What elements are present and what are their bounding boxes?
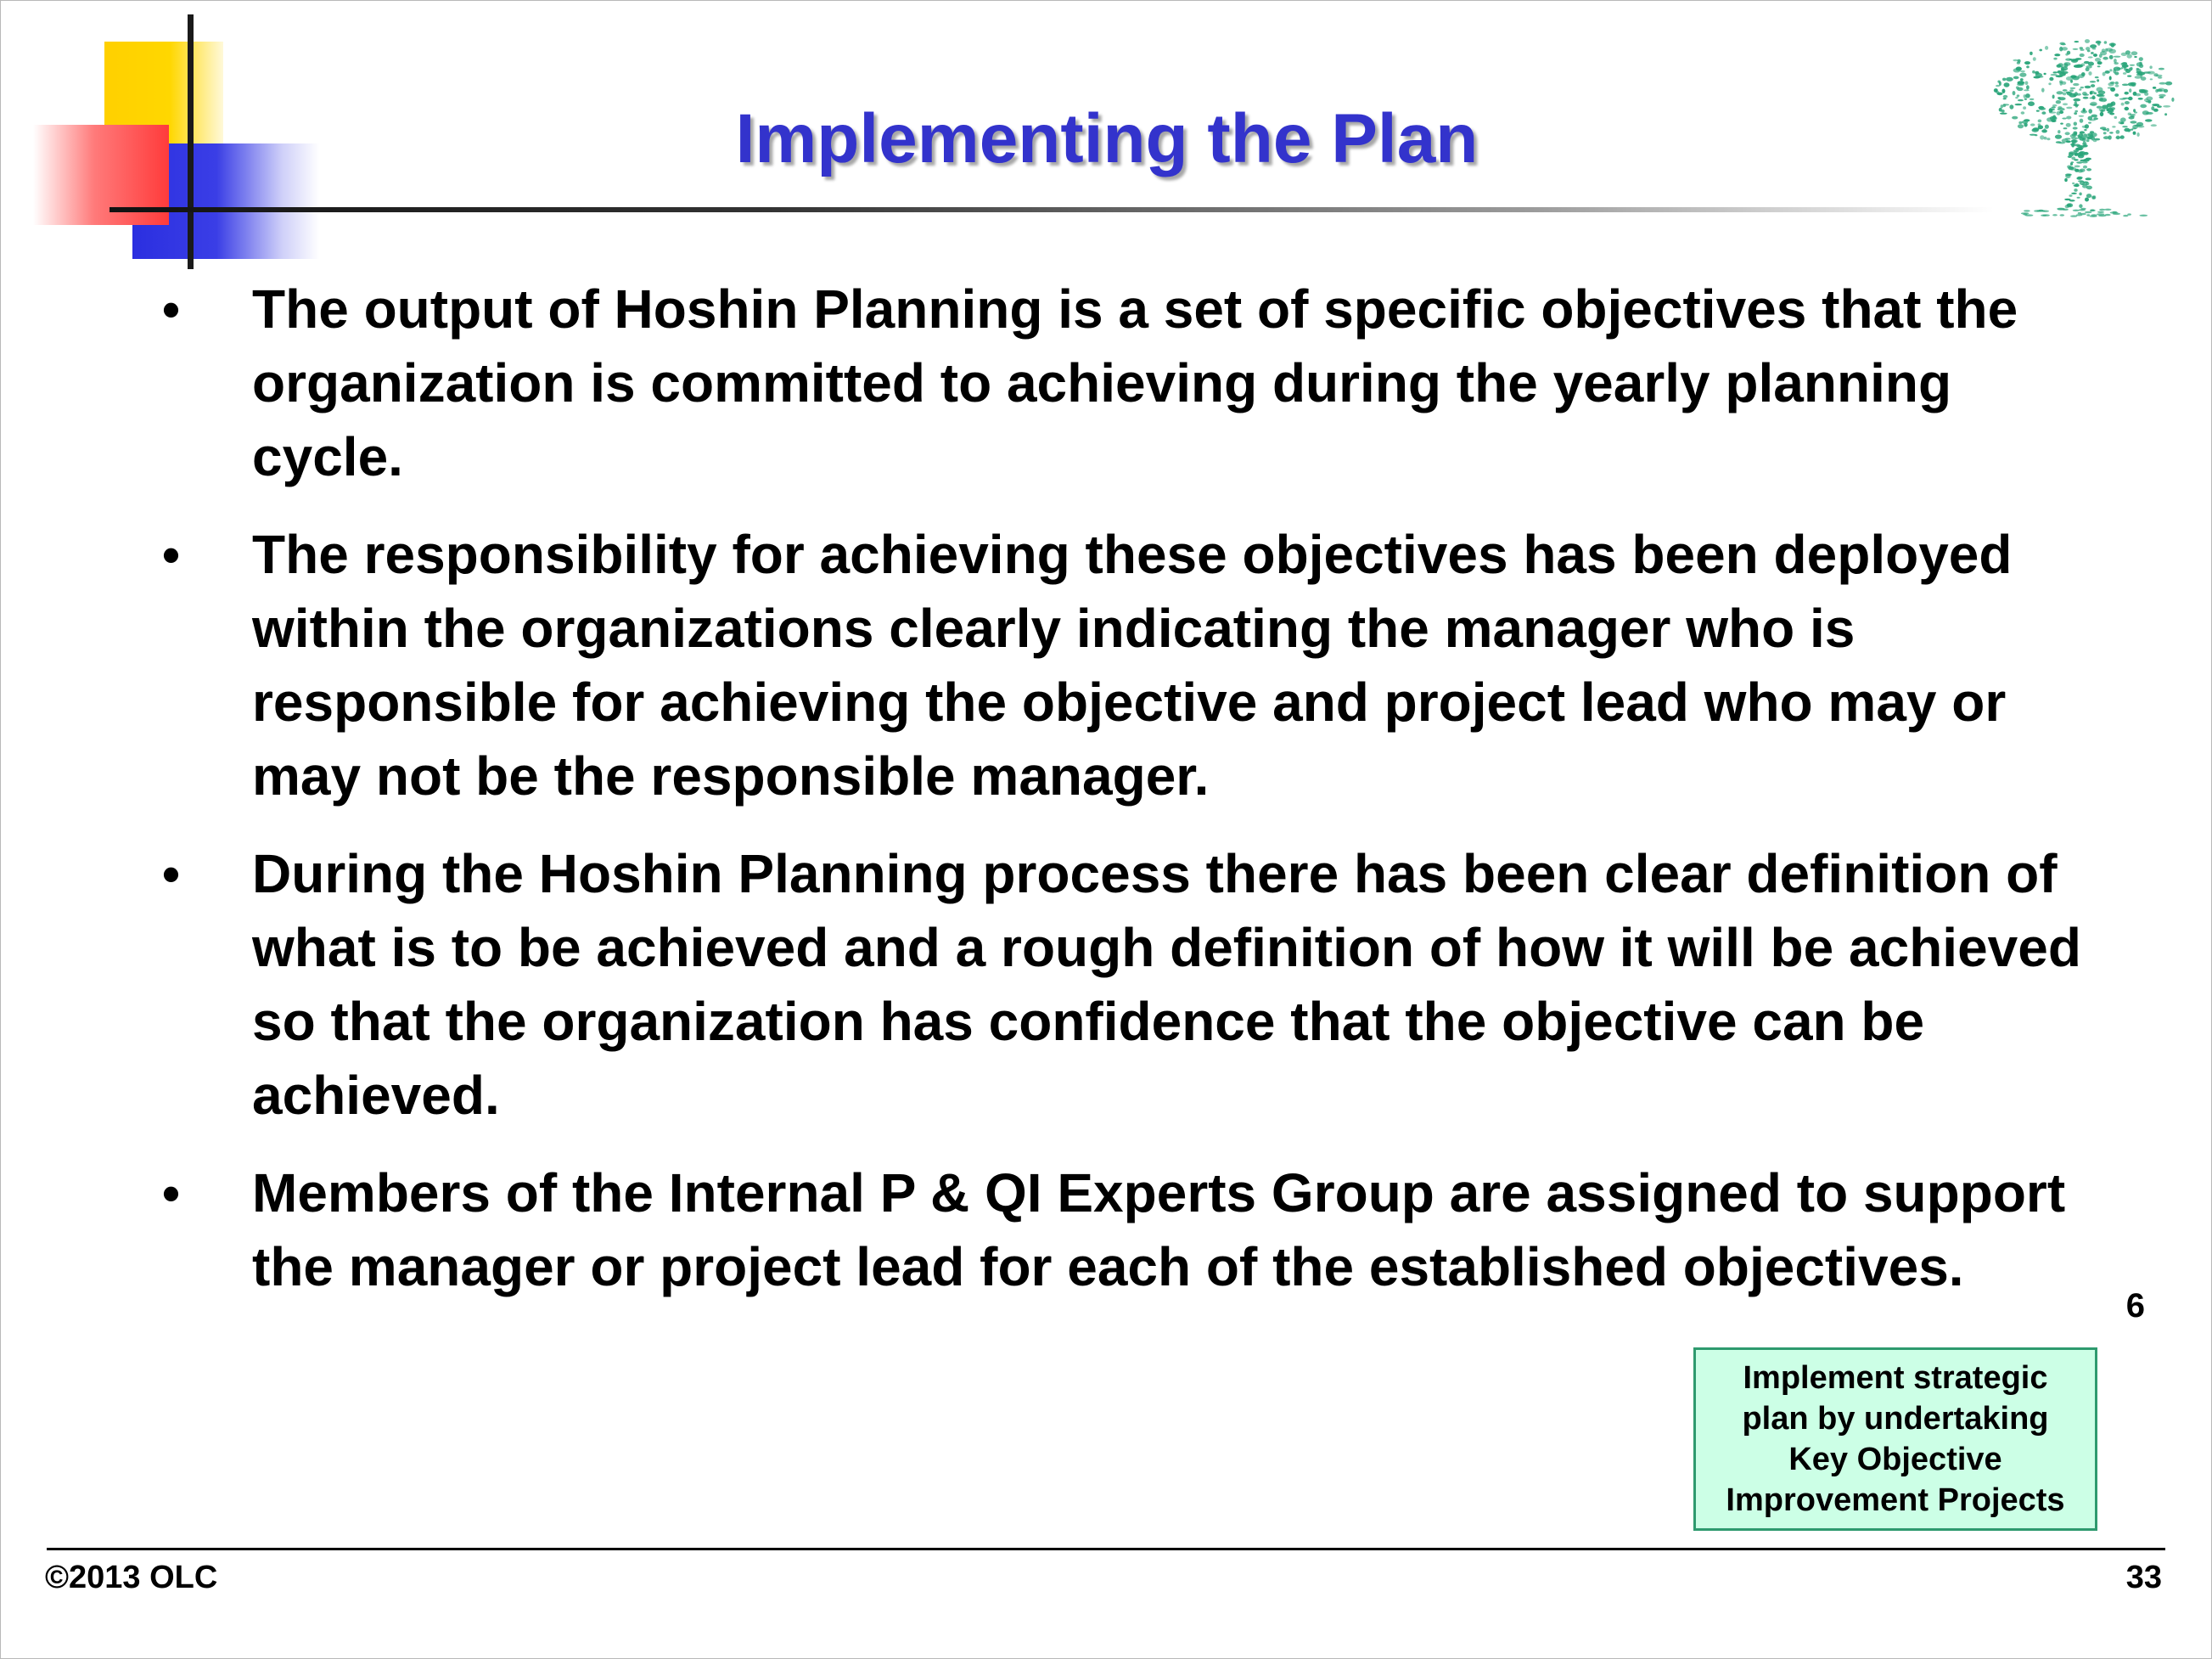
callout-text: Implement strategic plan by undertaking Key Objective Improvement Projects xyxy=(1726,1360,2065,1518)
title-underline xyxy=(109,207,1994,212)
bullet-marker: • xyxy=(162,281,181,338)
bullet-text: During the Hoshin Planning process there has been clear definition of what is to be achieved and a rough definition of how it will be achieved so that the organization has confidence that the objective can be achieved. xyxy=(252,843,2081,1126)
bullet-marker: • xyxy=(162,526,181,583)
bullet-marker: • xyxy=(162,1165,181,1222)
bullet-marker: • xyxy=(162,846,181,903)
bullet-item xyxy=(162,273,2114,494)
bullet-text: Members of the Internal P & QI Experts Group are assigned to support the manager or project lead for each of the established objectives. xyxy=(252,1162,2066,1297)
bullet-item xyxy=(162,837,2114,1133)
bullet-item xyxy=(162,1156,2114,1304)
bullet-item xyxy=(162,518,2114,813)
bullet-text: The responsibility for achieving these objectives has been deployed within the organizations clearly indicating the manager who is responsible for achieving the objective and project lead who may or may not be the responsible manager. xyxy=(252,524,2013,807)
bullet-list xyxy=(162,273,2114,1328)
bullet-text: The output of Hoshin Planning is a set of specific objectives that the organization is committed to achieving during the yearly planning cycle. xyxy=(252,278,2018,487)
slide-title: Implementing the Plan xyxy=(735,100,1479,177)
copyright-text: ©2013 OLC xyxy=(45,1560,218,1595)
callout-box xyxy=(1693,1347,2097,1531)
page-number: 33 xyxy=(2125,1560,2162,1595)
step-number: 6 xyxy=(2125,1287,2145,1324)
footer-divider xyxy=(47,1548,2165,1550)
